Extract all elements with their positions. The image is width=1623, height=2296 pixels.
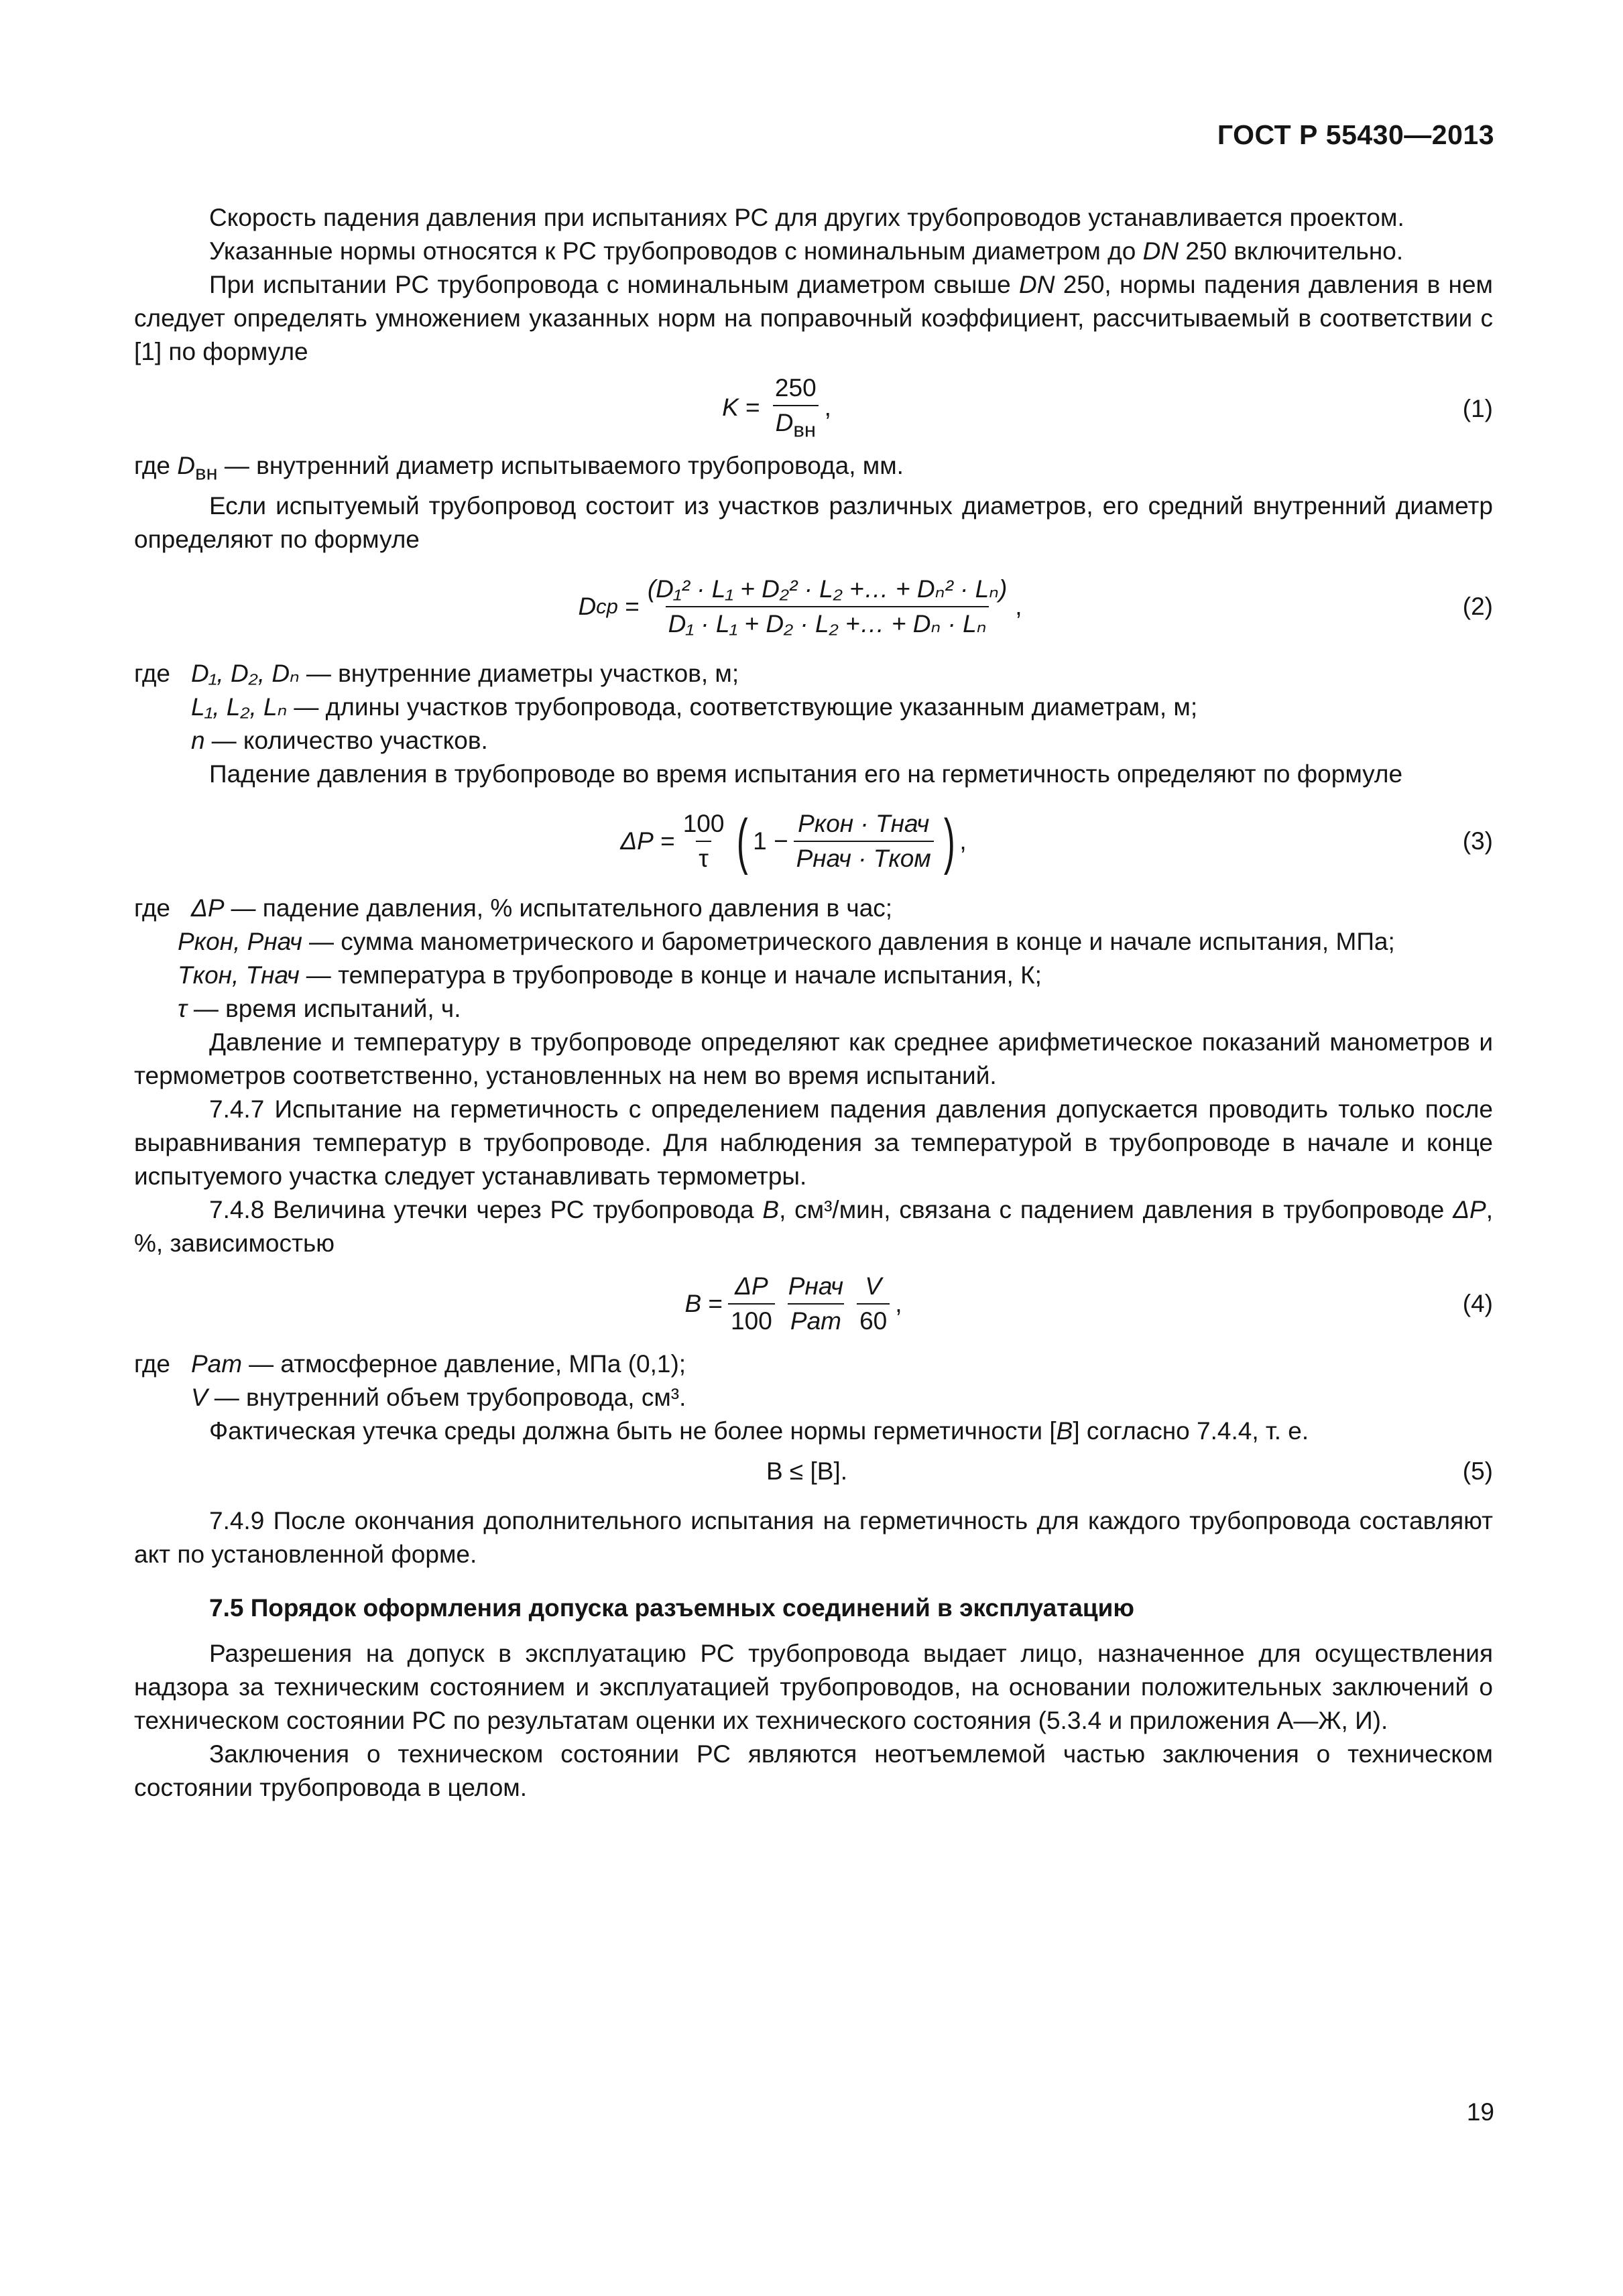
formula-4-fraction-1: $\frac{\Delta P}{100}$ xyxy=(728,1272,775,1335)
definition-row: L₁, L₂, Lₙ — длины участков трубопровода, соответствующие указанным диаметрам, м; xyxy=(191,693,1198,721)
definition-row: Pкон, Pнач — сумма манометрического и барометрического давления в конце и начале испытания, МПа; xyxy=(178,928,1395,956)
definition-row: V — внутренний объем трубопровода, см³. xyxy=(191,1384,686,1412)
formula-5-number: (5) xyxy=(1462,1457,1493,1486)
formula-3: ΔP = $\frac{100}{\tau}$ ( 1 − $\frac{\text{Pкон · Tнач}}{\text{Pнач · Tком}}$ ) , (3) xyxy=(620,807,1493,876)
formula-3-fraction: $\frac{\text{Pкон · Tнач}}{\text{Pнач · Tком}}$ xyxy=(794,810,934,873)
definitions-formula-2 xyxy=(134,657,1493,758)
section-heading-7-5: 7.5 Порядок оформления допуска разъемных соединений в эксплуатацию xyxy=(209,1594,1134,1622)
definition-dvn: где $D_{вн}$ — внутренний диаметр испытываемого трубопровода, мм. xyxy=(134,452,904,485)
paragraph-admission-permit: Разрешения на допуск в эксплуатацию РС трубопровода выдает лицо, назначенное для осуществления надзора за техническим состоянием и эксплуатацией трубопроводов, на основании положительных заключений о техническом состоянии РС по результатам оценки их технического состояния (5.3.4 и приложения А—Ж, И). xyxy=(134,1640,1493,1735)
page-content xyxy=(134,201,1493,1805)
formula-1-number: (1) xyxy=(1462,395,1493,422)
formula-2-number: (2) xyxy=(1462,593,1493,621)
paragraph-pressure-drop-rate: Скорость падения давления при испытаниях РС для других трубопроводов устанавливается проектом. xyxy=(209,204,1404,231)
paragraph-actual-leak: Фактическая утечка среды должна быть не более нормы герметичности [B] согласно 7.4.4, т. е. xyxy=(209,1417,1309,1445)
formula-3-coef: $\frac{100}{\tau}$ xyxy=(682,810,725,873)
formula-4: B = $\frac{\Delta P}{100}$ $\frac{\text{Pнач}}{\text{Pат}}$ $\frac{V}{60}$ , (4) xyxy=(684,1272,1493,1335)
formula-2: D ср = $\frac{\text{(D₁² · L₁ + D₂² · L₂ +… + Dₙ² · Lₙ)}}{\text{D₁ · L₁ + D₂ · L₂ +… + Dₙ · Lₙ}}$ , (2) xyxy=(578,575,1493,638)
definition-row: где Pат — атмосферное давление, МПа (0,1); xyxy=(134,1350,686,1378)
page-number: 19 xyxy=(1466,2098,1494,2126)
formula-2-fraction: $\frac{\text{(D₁² · L₁ + D₂² · L₂ +… + Dₙ² · Lₙ)}}{\text{D₁ · L₁ + D₂ · L₂ +… + Dₙ · Lₙ}}$ xyxy=(647,575,1008,638)
paragraph-conclusions: Заключения о техническом состоянии РС являются неотъемлемой частью заключения о техническом состоянии трубопровода в целом. xyxy=(134,1740,1493,1802)
standard-header: ГОСТ Р 55430—2013 xyxy=(1217,119,1494,150)
definition-row: τ — время испытаний, ч. xyxy=(178,995,461,1023)
definitions-formula-3 xyxy=(134,892,1493,1026)
paragraph-norms-scope: Указанные нормы относятся к РС трубопроводов с номинальным диаметром до DN 250 включительно. xyxy=(209,237,1404,265)
formula-1-fraction: $\frac{250}{D_{вн}}$ xyxy=(772,374,819,444)
formula-1: K = $\frac{250}{D_{вн}}$ , (1) xyxy=(134,369,1493,449)
paragraph-7-4-7: 7.4.7 Испытание на герметичность с определением падения давления допускается проводить только после выравнивания температур в трубопроводе. Для наблюдения за температурой в трубопроводе в начале и конце испытуемого участка следует устанавливать термометры. xyxy=(134,1095,1493,1191)
definitions-formula-4 xyxy=(134,1347,1493,1414)
paragraph-mean-diameter: Если испытуемый трубопровод состоит из участков различных диаметров, его средний внутренний диаметр определяют по формуле xyxy=(134,492,1493,554)
paragraph-pressure-drop-formula: Падение давления в трубопроводе во время испытания его на герметичность определяют по формуле xyxy=(209,760,1403,788)
paragraph-7-4-9: 7.4.9 После окончания дополнительного испытания на герметичность для каждого трубопровода составляют акт по установленной форме. xyxy=(134,1507,1493,1569)
paragraph-7-4-8: 7.4.8 Величина утечки через РС трубопровода B, см³/мин, связана с падением давления в трубопроводе ΔP, %, зависимостью xyxy=(134,1196,1493,1258)
paragraph-average-readings: Давление и температуру в трубопроводе определяют как среднее арифметическое показаний манометров и термометров соответственно, установленных на нем во время испытаний. xyxy=(134,1028,1493,1090)
formula-3-number: (3) xyxy=(1462,827,1493,855)
formula-4-fraction-3: $\frac{V}{60}$ xyxy=(857,1272,890,1335)
definition-row: где ΔP — падение давления, % испытательного давления в час; xyxy=(134,894,893,922)
definition-row: где D₁, D₂, Dₙ — внутренние диаметры участков, м; xyxy=(134,660,739,688)
formula-5: B ≤ [B]. (5) xyxy=(134,1448,1493,1495)
definition-row: Tкон, Tнач — температура в трубопроводе в конце и начале испытания, К; xyxy=(178,961,1042,989)
formula-4-number: (4) xyxy=(1462,1290,1493,1318)
formula-4-fraction-2: $\frac{\text{Pнач}}{\text{Pат}}$ xyxy=(788,1272,844,1335)
definition-row: n — количество участков. xyxy=(191,727,488,755)
paragraph-large-diameter: При испытании РС трубопровода с номинальным диаметром свыше DN 250, нормы падения давления в нем следует определять умножением указанных норм на поправочный коэффициент, рассчитываемый в соответствии с [1] по формуле xyxy=(134,271,1493,365)
